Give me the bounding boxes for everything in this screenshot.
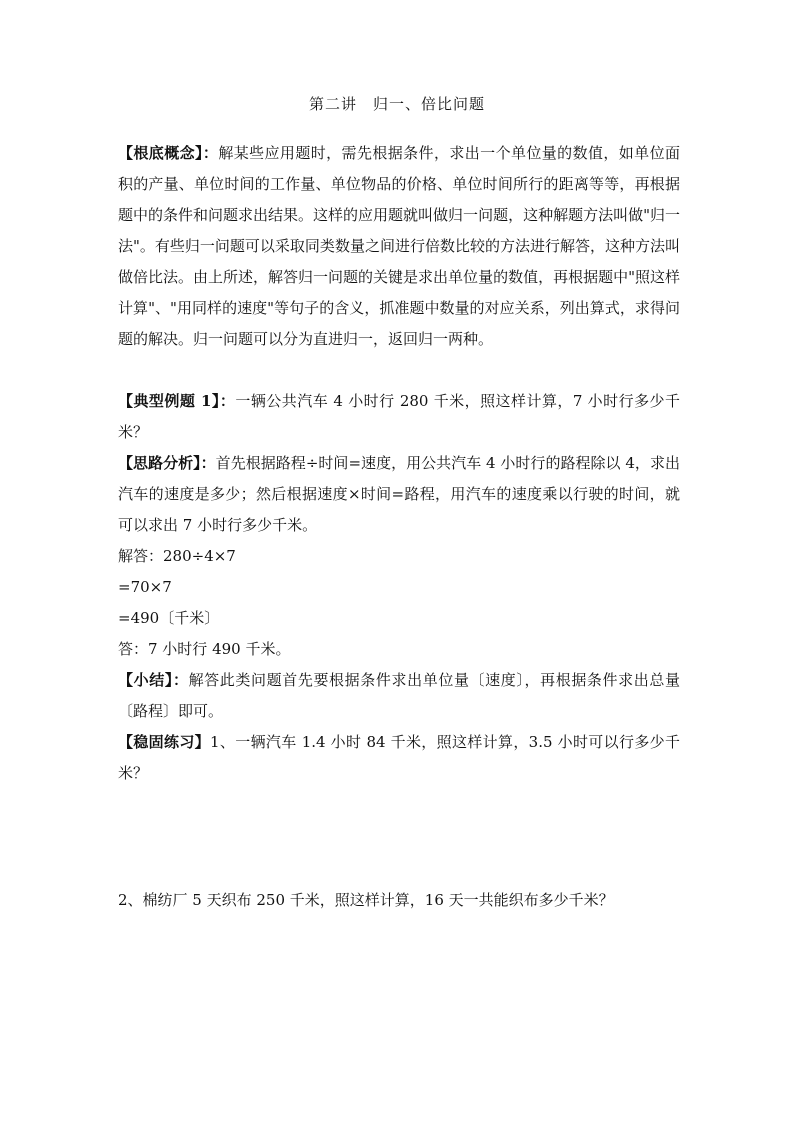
summary-text: 解答此类问题首先要根据条件求出单位量〔速度〕，再根据条件求出总量〔路程〕即可。 — [118, 671, 680, 720]
example-section — [118, 386, 680, 448]
solution-line-2: =70×7 — [118, 578, 172, 596]
summary-label: 【小结】： — [118, 671, 189, 689]
solution-line-3: =490〔千米〕 — [118, 609, 220, 627]
page-title: 第二讲 归一、倍比问题 — [308, 95, 485, 113]
analysis-label: 【思路分析】： — [118, 454, 216, 472]
example-text: 一辆公共汽车 4 小时行 280 千米，照这样计算，7 小时行多少千米？ — [118, 392, 681, 441]
concept-section — [118, 138, 680, 355]
concept-text: 解某些应用题时，需先根据条件，求出一个单位量的数值，如单位面积的产量、单位时间的工作量、单位物品的价格、单位时间所行的距离等等，再根据题中的条件和问题求出结果。这样的应用题就叫做归一问题，这种解题方法叫做"归一法"。有些归一问题可以采取同类数量之间进行倍数比较的方法进行解答，这种方法叫做倍比法。由上所述，解答归一问题的关键是求出单位量的数值，再根据题中"照这样计算"、"用同样的速度"等句子的含义，抓准题中数量的对应关系，列出算式，求得问题的解决。归一问题可以分为直进归一，返回归一两种。 — [118, 144, 680, 348]
practice-question-1: 1、一辆汽车 1.4 小时 84 千米，照这样计算，3.5 小时可以行多少千米？ — [118, 733, 680, 782]
practice-question-2: 2、棉纺厂 5 天织布 250 千米，照这样计算，16 天一共能织布多少千米？ — [118, 891, 614, 909]
analysis-section — [118, 448, 680, 541]
summary-section — [118, 665, 680, 727]
solution-line-1: 解答：280÷4×7 — [118, 547, 236, 565]
solution-answer: 答：7 小时行 490 千米。 — [118, 640, 291, 658]
practice-label: 【稳固练习】 — [118, 733, 211, 751]
analysis-text: 首先根据路程÷时间=速度，用公共汽车 4 小时行的路程除以 4，求出汽车的速度是多少；然后根据速度×时间=路程，用汽车的速度乘以行驶的时间，就可以求出 7 小时行多少千米。 — [118, 454, 680, 534]
example-label: 【典型例题 1】： — [118, 392, 236, 410]
concept-label: 【根底概念】： — [118, 144, 219, 162]
practice-section — [118, 727, 680, 789]
